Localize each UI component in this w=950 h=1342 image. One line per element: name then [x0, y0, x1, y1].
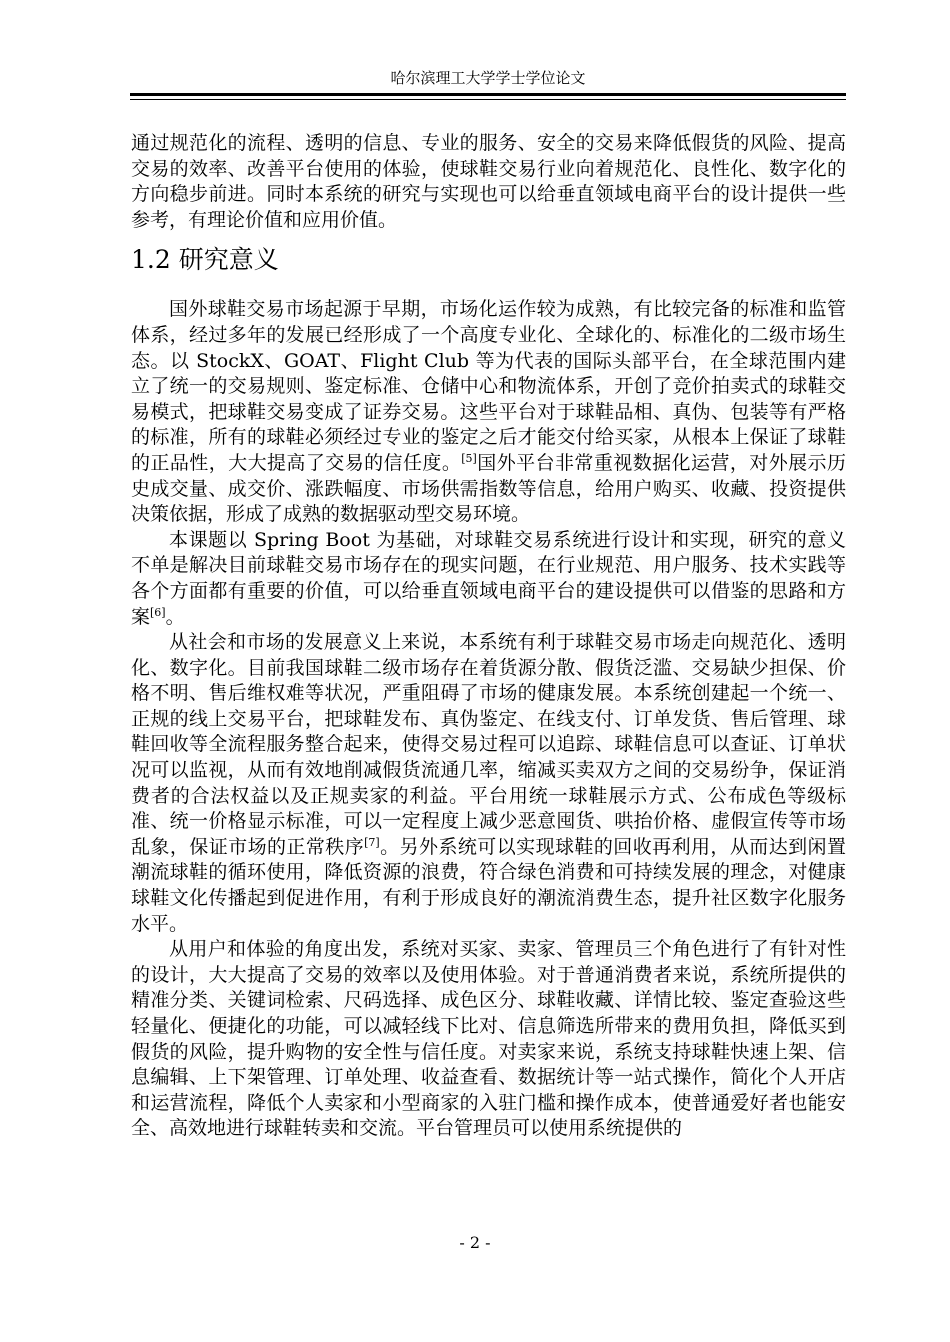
header-rule-thick	[130, 93, 846, 96]
citation-5: [5]	[461, 451, 477, 465]
section-heading: 1.2 研究意义	[131, 245, 279, 275]
paragraph-1	[131, 297, 846, 527]
paragraph-3-text-b: 。另外系统可以实现球鞋的回收再利用，从而达到闲置潮流球鞋的循环使用，降低资源的浪费，符合绿色消费和可持续发展的理念，对健康球鞋文化传播起到促进作用，有利于形成良好的潮流消费生态，提升社区数字化服务水平。	[131, 835, 846, 935]
header-rule-thin	[130, 99, 846, 100]
running-header-title: 哈尔滨理工大学学士学位论文	[390, 69, 586, 87]
citation-6: [6]	[150, 605, 166, 619]
paragraph-2	[131, 528, 846, 630]
page-number: - 2 -	[459, 1233, 491, 1252]
paragraph-2-text-b: 。	[165, 605, 185, 628]
body-text	[131, 131, 846, 1142]
paragraph-3-text-a: 从社会和市场的发展意义上来说，本系统有利于球鞋交易市场走向规范化、透明化、数字化。目前我国球鞋二级市场存在着货源分散、假货泛滥、交易缺少担保、价格不明、售后维权难等状况，严重阻碍了市场的健康发展。本系统创建起一个统一、正规的线上交易平台，把球鞋发布、真伪鉴定、在线支付、订单发货、售后管理、球鞋回收等全流程服务整合起来，使得交易过程可以追踪、球鞋信息可以查证、订单状况可以监视，从而有效地削减假货流通几率，缩减买卖双方之间的交易纷争，保证消费者的合法权益以及正规卖家的利益。平台用统一球鞋展示方式、公布成色等级标准、统一价格显示标准，可以一定程度上减少恶意囤货、哄抬价格、虚假宣传等市场乱象，保证市场的正常秩序	[131, 631, 846, 858]
paragraph-1-text-b: 国外平台非常重视数据化运营，对外展示历史成交量、成交价、涨跌幅度、市场供需指数等信息，给用户购买、收藏、投资提供决策依据，形成了成熟的数据驱动型交易环境。	[131, 451, 846, 526]
paragraph-4: 从用户和体验的角度出发，系统对买家、卖家、管理员三个角色进行了有针对性的设计，大大提高了交易的效率以及使用体验。对于普通消费者来说，系统所提供的精准分类、关键词检索、尺码选择、成色区分、球鞋收藏、详情比较、鉴定查验这些轻量化、便捷化的功能，可以减轻线下比对、信息筛选所带来的费用负担，降低买到假货的风险，提升购物的安全性与信任度。对卖家来说，系统支持球鞋快速上架、信息编辑、上下架管理、订单处理、收益查看、数据统计等一站式操作，简化个人开店和运营流程，降低个人卖家和小型商家的入驻门槛和操作成本，使普通爱好者也能安全、高效地进行球鞋转卖和交流。平台管理员可以使用系统提供的	[131, 938, 846, 1140]
paragraph-3	[131, 630, 846, 937]
paragraph-2-text-a: 本课题以 Spring Boot 为基础，对球鞋交易系统进行设计和实现，研究的意义不单是解决目前球鞋交易市场存在的现实问题，在行业规范、用户服务、技术实践等各个方面都有重要的价值，可以给垂直领域电商平台的建设提供可以借鉴的思路和方案	[131, 528, 846, 628]
paragraph-1-text-a: 国外球鞋交易市场起源于早期，市场化运作较为成熟，有比较完备的标准和监管体系，经过多年的发展已经形成了一个高度专业化、全球化的、标准化的二级市场生态。以 StockX、GOAT、Flight Club 等为代表的国际头部平台，在全球范围内建立了统一的交易规则、鉴定标准、仓储中心和物流体系，开创了竞价拍卖式的球鞋交易模式，把球鞋交易变成了证券交易。这些平台对于球鞋品相、真伪、包装等有严格的标准，所有的球鞋必须经过专业的鉴定之后才能交付给买家，从根本上保证了球鞋的正品性，大大提高了交易的信任度。	[131, 298, 846, 474]
intro-paragraph: 通过规范化的流程、透明的信息、专业的服务、安全的交易来降低假货的风险、提高交易的效率、改善平台使用的体验，使球鞋交易行业向着规范化、良性化、数字化的方向稳步前进。同时本系统的研究与实现也可以给垂直领域电商平台的设计提供一些参考，有理论价值和应用价值。	[131, 132, 846, 231]
citation-7: [7]	[364, 835, 380, 849]
